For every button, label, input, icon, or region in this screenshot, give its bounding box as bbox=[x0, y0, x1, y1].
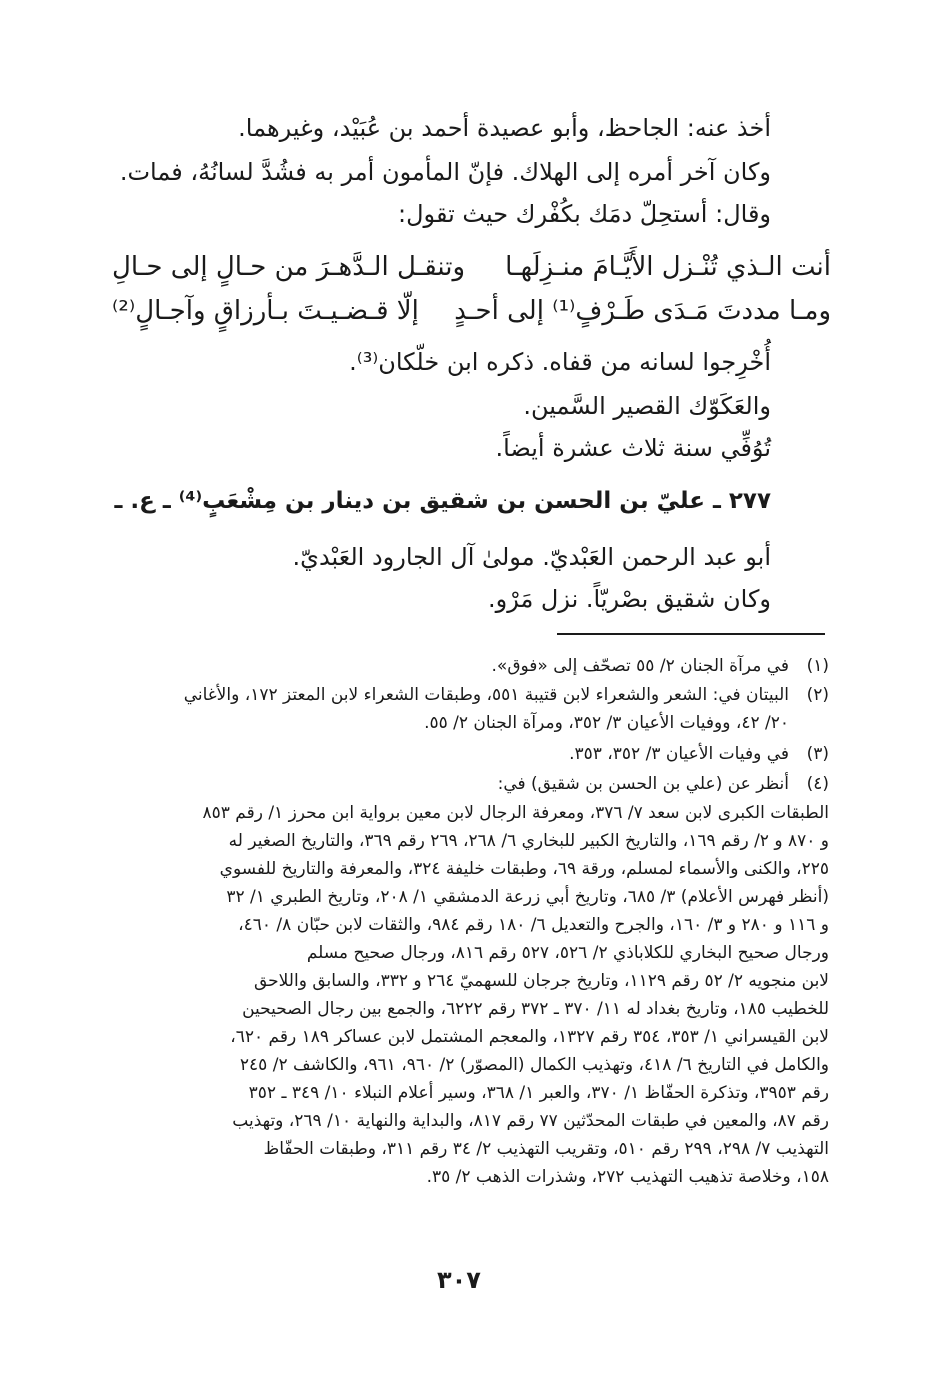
footnote-4-text-11: والكامل في التاريخ ٦/ ٤١٨، وتهذيب الكمال (المصوّر) ٢/ ٩٦٠، ٩٦١، والكاشف ٢/ ٢٤٥ bbox=[239, 1055, 829, 1075]
footnote-4-number: (٤) bbox=[806, 774, 829, 794]
body-line-3: وقال: أستحِلّ دمَك بكُفْرك حيث تقول: bbox=[398, 200, 771, 228]
footnote-4-text-12: رقم ٣٩٥٣، وتذكرة الحفّاظ ١/ ٣٧٠، والعبر ١/ ٣٦٨، وسير أعلام النبلاء ١٠/ ٣٤٩ ـ ٣٥٢ bbox=[248, 1083, 829, 1103]
footnote-4-text-7: ورجال صحيح البخاري للكلاباذي ٢/ ٥٢٦، ٥٢٧ رقم ٨١٦، ورجال صحيح مسلم bbox=[306, 943, 829, 963]
body-line-4: أُخْرِجوا لسانه من قفاه. ذكره ابن خلّكان⁽³⁾. bbox=[349, 348, 771, 376]
footnote-4-text-1: أنظر عن (علي بن الحسن بن شقيق) في: bbox=[497, 774, 789, 794]
body-line-5: والعَكَوّك القصير السَّمين. bbox=[523, 392, 771, 420]
footnote-4-text-6: و ١١٦ و ٢٨٠ و ٣/ ١٦٠، والجرح والتعديل ٦/ ١٨٠ رقم ٩٨٤، والثقات لابن حبّان ٨/ ٤٦٠، bbox=[238, 915, 829, 935]
footnote-4-text-10: لابن القيسراني ١/ ٣٥٣، ٣٥٤ رقم ١٣٢٧، والمعجم المشتمل لابن عساكر ١٨٩ رقم ٦٢٠، bbox=[230, 1027, 829, 1047]
body-line-1: أخذ عنه: الجاحظ، وأبو عصيدة أحمد بن عُبَيْد، وغيرهما. bbox=[238, 114, 771, 142]
footnote-4-text-4: ٢٢٥، والكنى والأسماء لمسلم، ورقة ٦٩، وطبقات خليفة ٣٢٤، والمعرفة والتاريخ للفسوي bbox=[219, 859, 829, 879]
footnote-4-text-5: (أنظر فهرس الأعلام) ٣/ ٦٨٥، وتاريخ أبي زرعة الدمشقي ١/ ٢٠٨، وتاريخ الطبري ١/ ٣٢ bbox=[226, 887, 829, 907]
footnote-2-text-2: ٢٠/ ٤٢، ووفيات الأعيان ٣/ ٣٥٢، ومرآة الجنان ٢/ ٥٥. bbox=[424, 713, 789, 733]
verse-1-second-hemistich: وتنقـل الـدَّهـرَ من حـالٍ إلى حـالِ bbox=[112, 252, 466, 282]
footnote-4-text-13: رقم ٨٧، والمعين في طبقات المحدّثين ٧٧ رقم ٨١٧، والبداية والنهاية ١٠/ ٢٦٩، وتهذيب bbox=[232, 1111, 829, 1131]
verse-2-first-hemistich: ومـا مددتَ مَـدَى طَـرْفٍ⁽¹⁾ إلى أحـدٍ bbox=[454, 296, 831, 326]
footnote-4-text-9: للخطيب ١٨٥، وتاريخ بغداد له ١١/ ٣٧٠ ـ ٣٧٢ رقم ٦٢٢٢، والجمع بين رجال الصحيحين bbox=[242, 999, 829, 1019]
footnote-2-text-1: البيتان في: الشعر والشعراء لابن قتيبة ٥٥١، وطبقات الشعراء لابن المعتز ١٧٢، والأغاني bbox=[183, 685, 789, 705]
footnote-4-text-14: التهذيب ٧/ ٢٩٨، ٢٩٩ رقم ٥١٠، وتقريب التهذيب ٢/ ٣٤ رقم ٣١١، وطبقات الحفّاظ bbox=[263, 1139, 829, 1159]
footnote-4-text-3: و ٨٧٠ و ٢/ رقم ١٦٩، والتاريخ الكبير للبخاري ٦/ ٢٦٨، ٢٦٩ رقم ٣٦٩، والتاريخ الصغير له bbox=[228, 831, 829, 851]
footnote-1-number: (١) bbox=[806, 656, 829, 676]
footnote-1-text: في مرآة الجنان ٢/ ٥٥ تصحّف إلى «فوق». bbox=[491, 656, 789, 676]
footnote-separator bbox=[557, 633, 825, 635]
footnote-4-text-15: ١٥٨، وخلاصة تذهيب التهذيب ٢٧٢، وشذرات الذهب ٢/ ٣٥. bbox=[426, 1167, 829, 1187]
footnote-3-number: (٣) bbox=[806, 744, 829, 764]
verse-1-first-hemistich: أنت الـذي تُنْـزل الأَيَّـامَ منـزِلَهـا bbox=[505, 252, 831, 282]
body-line-6: تُوُفِّي سنة ثلاث عشرة أيضاً. bbox=[495, 434, 771, 462]
footnote-2-number: (٢) bbox=[806, 685, 829, 705]
footnote-4-text-2: الطبقات الكبرى لابن سعد ٧/ ٣٧٦، ومعرفة الرجال لابن معين برواية ابن محرز ١/ رقم ٨٥٣ bbox=[202, 803, 829, 823]
page-number: ٣٠٧ bbox=[437, 1266, 481, 1294]
verse-2-second-hemistich: إلّا قـضـيـتَ بـأرزاقٍ وآجـالٍ⁽²⁾ bbox=[112, 296, 419, 326]
entry-line-2: وكان شقيق بصْريّاً. نزل مَرْو. bbox=[487, 585, 771, 613]
body-line-2: وكان آخر أمره إلى الهلاك. فإنّ المأمون أمر به فشُدَّ لسانُهُ، فمات. bbox=[119, 158, 771, 186]
entry-line-1: أبو عبد الرحمن العَبْديّ. مولىٰ آل الجارود العَبْديّ. bbox=[292, 543, 771, 571]
footnote-4-text-8: لابن منجويه ٢/ ٥٢ رقم ١١٢٩، وتاريخ جرجان للسهميّ ٢٦٤ و ٣٣٢، والسابق واللاحق bbox=[253, 971, 829, 991]
footnote-3-text: في وفيات الأعيان ٣/ ٣٥٢، ٣٥٣. bbox=[569, 744, 789, 764]
entry-heading: ٢٧٧ ـ عليّ بن الحسن بن شقيق بن دينار بن مِشْعَبٍ⁽⁴⁾ ـ ع. ـ bbox=[114, 488, 771, 514]
